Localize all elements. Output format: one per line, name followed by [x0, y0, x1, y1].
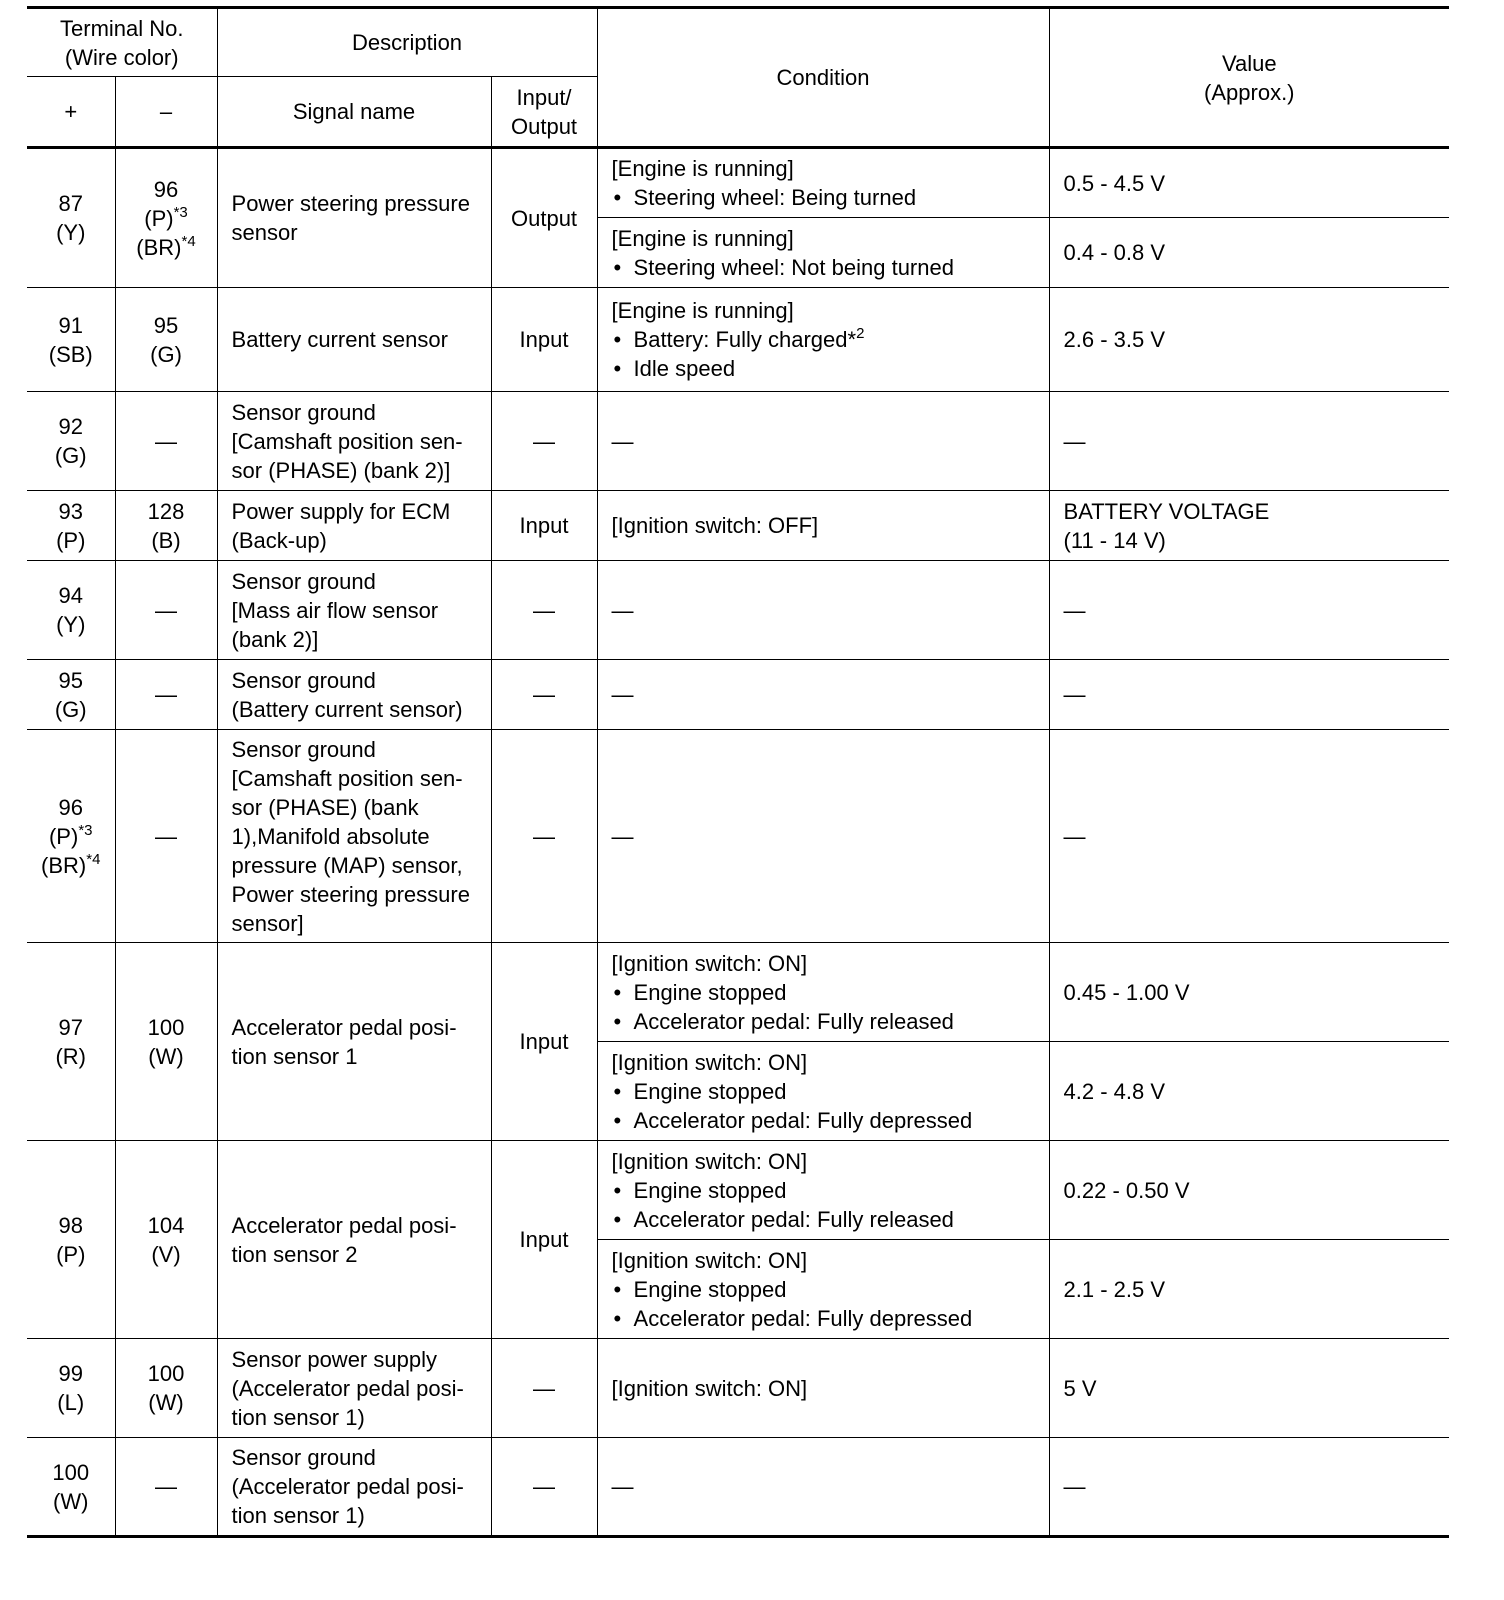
signal-name — [217, 1438, 491, 1537]
condition-bullet — [612, 978, 1043, 1007]
terminal-line — [33, 218, 109, 247]
condition-title: [Ignition switch: ON] — [611, 1049, 808, 1075]
value-line: — — [1063, 682, 1086, 707]
ecm-terminal-table — [27, 6, 1449, 1538]
condition-bullet — [612, 1176, 1043, 1205]
value — [1049, 1042, 1449, 1141]
table-row — [27, 491, 1449, 561]
condition — [597, 148, 1049, 218]
table-row — [27, 148, 1449, 218]
terminal-text: (R) — [55, 1043, 87, 1069]
signal-line: pressure (MAP) sensor, — [231, 852, 463, 878]
terminal-plus — [27, 288, 115, 392]
condition-title: [Engine is running] — [611, 156, 794, 181]
value-line: 0.22 - 0.50 V — [1063, 1177, 1190, 1203]
terminal-line — [33, 311, 109, 340]
value-line: 5 V — [1063, 1375, 1097, 1401]
terminal-text: (SB) — [48, 341, 93, 367]
terminal-text: 100 — [52, 1459, 90, 1485]
terminal-line — [122, 175, 211, 204]
terminal-text: — — [155, 682, 177, 707]
signal-name — [217, 148, 491, 288]
terminal-text: 97 — [58, 1014, 83, 1040]
terminal-line — [122, 1013, 211, 1042]
table-header — [27, 8, 1449, 148]
input-output: Output — [491, 148, 597, 288]
condition-title: [Ignition switch: OFF] — [611, 513, 819, 538]
terminal-text: (Y) — [56, 220, 86, 245]
terminal-line — [122, 1042, 211, 1071]
condition-title: [Engine is running] — [611, 298, 794, 323]
input-output: — — [491, 660, 597, 730]
value-line: 2.1 - 2.5 V — [1063, 1276, 1166, 1302]
terminal-minus — [115, 1339, 217, 1438]
condition-bullet — [612, 183, 1043, 212]
signal-line: tion sensor 1 — [231, 1043, 358, 1069]
signal-line: sensor] — [231, 910, 304, 936]
value — [1049, 148, 1449, 218]
signal-name — [217, 491, 491, 561]
value-line: BATTERY VOLTAGE — [1063, 498, 1270, 524]
value-line: 0.5 - 4.5 V — [1063, 170, 1166, 196]
terminal-text: (Y) — [56, 612, 86, 637]
terminal-minus — [115, 943, 217, 1141]
plus-header: + — [27, 77, 115, 148]
signal-line: Accelerator pedal posi- — [231, 1014, 457, 1040]
terminal-line — [33, 1240, 109, 1269]
terminal-line — [122, 1472, 211, 1501]
signal-line: 1),Manifold absolute — [231, 823, 430, 849]
value — [1049, 1240, 1449, 1339]
terminal-plus — [27, 730, 115, 943]
terminal-text: — — [155, 597, 177, 623]
terminal-line — [122, 311, 211, 340]
terminal-plus — [27, 1438, 115, 1537]
terminal-text: — — [155, 823, 177, 849]
value — [1049, 218, 1449, 288]
terminal-text: 128 — [147, 498, 185, 524]
terminal-plus — [27, 491, 115, 561]
terminal-line — [122, 822, 211, 851]
terminal-text: (G) — [150, 341, 182, 367]
terminal-line — [33, 1211, 109, 1240]
signal-line: (Accelerator pedal posi- — [231, 1474, 464, 1499]
terminal-line — [33, 695, 109, 724]
input-output: — — [491, 1339, 597, 1438]
terminal-line — [122, 1211, 211, 1240]
terminal-line — [122, 497, 211, 526]
signal-line: (Back-up) — [231, 527, 327, 553]
table-row — [27, 1141, 1449, 1240]
bullet-text: Accelerator pedal: Fully depressed — [633, 1107, 973, 1133]
value-line: — — [1063, 1474, 1086, 1499]
terminal-text: 94 — [58, 583, 83, 608]
condition-title: — — [611, 1474, 634, 1499]
signal-line: sor (PHASE) (bank 2)] — [231, 457, 451, 483]
value — [1049, 288, 1449, 392]
terminal-plus — [27, 943, 115, 1141]
table-row — [27, 660, 1449, 730]
condition — [597, 1042, 1049, 1141]
signal-line: tion sensor 2 — [231, 1241, 358, 1267]
terminal-text: (G) — [54, 443, 87, 468]
terminal-line — [33, 581, 109, 610]
signal-line: Battery current sensor — [231, 327, 448, 352]
input-output: Input — [491, 288, 597, 392]
terminal-text: (W) — [53, 1488, 89, 1514]
value — [1049, 1438, 1449, 1537]
condition — [597, 943, 1049, 1042]
terminal-line — [33, 189, 109, 218]
table-row — [27, 1339, 1449, 1438]
value — [1049, 730, 1449, 943]
terminal-plus — [27, 148, 115, 288]
condition — [597, 561, 1049, 660]
terminal-minus — [115, 1438, 217, 1537]
terminal-text: — — [155, 1474, 177, 1499]
terminal-line — [122, 1388, 211, 1417]
terminal-text: 92 — [58, 414, 83, 439]
signal-line: Sensor ground — [231, 1445, 376, 1470]
signal-name — [217, 561, 491, 660]
signal-line: Sensor power supply — [231, 1346, 437, 1372]
terminal-minus — [115, 148, 217, 288]
input-output: Input — [491, 491, 597, 561]
terminal-line — [33, 497, 109, 526]
terminal-line — [122, 680, 211, 709]
condition-title: [Ignition switch: ON] — [611, 1247, 808, 1273]
condition-title: [Engine is running] — [611, 225, 794, 251]
table-body — [27, 148, 1449, 1537]
bullet-text: Engine stopped — [633, 1078, 787, 1104]
input-output-header: Input/ Output — [491, 77, 597, 148]
value — [1049, 943, 1449, 1042]
terminal-text: (W) — [148, 1043, 184, 1069]
signal-line: Power supply for ECM — [231, 498, 451, 524]
terminal-text: 100 — [147, 1014, 185, 1040]
terminal-line — [33, 610, 109, 639]
value — [1049, 392, 1449, 491]
terminal-text: (G) — [54, 696, 87, 722]
terminal-text: 87 — [58, 191, 83, 216]
bullet-text: Accelerator pedal: Fully released — [633, 1206, 954, 1232]
terminal-line — [33, 1388, 109, 1417]
table-row — [27, 730, 1449, 943]
terminal-minus — [115, 1141, 217, 1339]
terminal-line — [33, 822, 109, 851]
signal-line: tion sensor 1) — [231, 1503, 365, 1528]
terminal-text: (P) — [48, 823, 79, 849]
signal-name — [217, 660, 491, 730]
terminal-plus — [27, 1141, 115, 1339]
input-output: — — [491, 392, 597, 491]
terminal-line — [33, 340, 109, 369]
value-header: Value (Approx.) — [1049, 8, 1449, 148]
table-row — [27, 1438, 1449, 1537]
condition — [597, 730, 1049, 943]
terminal-line — [122, 427, 211, 456]
signal-line: Power steering pressure — [231, 881, 470, 907]
terminal-text: 104 — [147, 1212, 185, 1238]
condition — [597, 1339, 1049, 1438]
terminal-line — [33, 793, 109, 822]
terminal-text: (BR) — [41, 852, 87, 878]
terminal-text: 91 — [58, 312, 83, 338]
terminal-line — [33, 526, 109, 555]
table-row — [27, 943, 1449, 1042]
bullet-text: Battery: Fully charged* — [633, 327, 857, 352]
value — [1049, 1141, 1449, 1240]
condition-header: Condition — [597, 8, 1049, 148]
superscript: *3 — [78, 821, 93, 839]
terminal-text: (P) — [56, 1241, 86, 1267]
value-line: — — [1063, 597, 1086, 623]
condition-title: — — [611, 823, 634, 849]
value-line: (11 - 14 V) — [1063, 527, 1166, 553]
condition-bullet — [612, 1106, 1043, 1135]
terminal-text: 100 — [147, 1361, 185, 1386]
terminal-text: 96 — [58, 794, 83, 820]
bullet-text: Accelerator pedal: Fully released — [633, 1008, 954, 1034]
terminal-text: (P) — [144, 205, 174, 231]
terminal-line — [33, 1042, 109, 1071]
signal-line: tion sensor 1) — [231, 1404, 365, 1430]
terminal-line — [122, 233, 211, 262]
terminal-minus — [115, 288, 217, 392]
terminal-text: (W) — [148, 1390, 184, 1415]
terminal-plus — [27, 561, 115, 660]
signal-line: (bank 2)] — [231, 626, 319, 652]
terminal-text: (BR) — [136, 234, 182, 260]
superscript: 2 — [856, 325, 865, 342]
terminal-text: 95 — [58, 667, 83, 693]
condition-title: [Ignition switch: ON] — [611, 1375, 808, 1401]
bullet-text: Engine stopped — [633, 1276, 787, 1302]
condition-title: — — [611, 428, 634, 454]
terminal-text: 93 — [58, 498, 83, 524]
terminal-minus — [115, 392, 217, 491]
condition-title: — — [611, 682, 634, 707]
superscript: *4 — [86, 850, 101, 868]
signal-line: [Camshaft position sen- — [231, 428, 463, 454]
signal-name — [217, 1339, 491, 1438]
bullet-text: Idle speed — [633, 356, 736, 381]
condition — [597, 218, 1049, 288]
signal-line: Sensor ground — [231, 667, 376, 693]
condition-bullet — [612, 1304, 1043, 1333]
terminal-minus — [115, 491, 217, 561]
terminal-line — [122, 1359, 211, 1388]
condition — [597, 660, 1049, 730]
terminal-minus — [115, 660, 217, 730]
condition-title: [Ignition switch: ON] — [611, 1148, 808, 1174]
terminal-text: (L) — [57, 1390, 85, 1415]
value — [1049, 561, 1449, 660]
value — [1049, 660, 1449, 730]
condition-bullet — [612, 325, 1043, 354]
terminal-line — [122, 204, 211, 233]
signal-line: [Camshaft position sen- — [231, 765, 463, 791]
terminal-minus — [115, 561, 217, 660]
table-row — [27, 392, 1449, 491]
value-line: — — [1063, 428, 1086, 454]
signal-line: (Battery current sensor) — [231, 696, 463, 722]
input-output: Input — [491, 943, 597, 1141]
value-line: 0.4 - 0.8 V — [1063, 240, 1166, 265]
bullet-text: Engine stopped — [633, 979, 787, 1005]
terminal-text: (P) — [56, 527, 86, 553]
condition-bullet — [612, 1077, 1043, 1106]
terminal-line — [122, 1240, 211, 1269]
terminal-line — [122, 526, 211, 555]
terminal-text: 95 — [153, 312, 179, 338]
signal-line: Sensor ground — [231, 568, 376, 594]
table-row — [27, 561, 1449, 660]
signal-line: Accelerator pedal posi- — [231, 1212, 457, 1238]
condition-title: — — [611, 597, 634, 623]
condition-bullet — [612, 1007, 1043, 1036]
terminal-line — [33, 1487, 109, 1516]
terminal-line — [33, 851, 109, 880]
input-output: — — [491, 1438, 597, 1537]
superscript: *3 — [173, 203, 188, 221]
minus-header: – — [115, 77, 217, 148]
condition — [597, 491, 1049, 561]
terminal-text: — — [155, 428, 177, 454]
signal-line: (Accelerator pedal posi- — [231, 1375, 464, 1401]
terminal-no-header: Terminal No. (Wire color) — [27, 8, 217, 77]
terminal-text: (V) — [151, 1241, 181, 1267]
condition — [597, 1240, 1049, 1339]
terminal-text: 99 — [58, 1361, 83, 1386]
signal-line: Power steering pressure — [231, 191, 470, 216]
bullet-text: Steering wheel: Not being turned — [633, 254, 954, 280]
terminal-line — [33, 1359, 109, 1388]
terminal-text: 98 — [58, 1212, 83, 1238]
value-line: 4.2 - 4.8 V — [1063, 1078, 1166, 1104]
input-output: Input — [491, 1141, 597, 1339]
terminal-plus — [27, 660, 115, 730]
condition — [597, 1141, 1049, 1240]
terminal-line — [33, 441, 109, 470]
signal-name — [217, 943, 491, 1141]
terminal-line — [33, 412, 109, 441]
terminal-minus — [115, 730, 217, 943]
signal-name — [217, 392, 491, 491]
input-output: — — [491, 561, 597, 660]
terminal-line — [122, 340, 211, 369]
bullet-text: Accelerator pedal: Fully depressed — [633, 1305, 973, 1331]
description-header: Description — [217, 8, 597, 77]
terminal-line — [33, 666, 109, 695]
terminal-line — [33, 1013, 109, 1042]
table-row — [27, 288, 1449, 392]
terminal-text: (B) — [151, 527, 181, 553]
signal-line: sor (PHASE) (bank — [231, 794, 419, 820]
bullet-text: Steering wheel: Being turned — [633, 185, 917, 210]
condition-title: [Ignition switch: ON] — [611, 950, 808, 976]
signal-name — [217, 730, 491, 943]
input-output: — — [491, 730, 597, 943]
condition-bullet — [612, 1205, 1043, 1234]
terminal-plus — [27, 1339, 115, 1438]
condition — [597, 1438, 1049, 1537]
signal-name-header: Signal name — [217, 77, 491, 148]
signal-name — [217, 1141, 491, 1339]
condition-bullet — [612, 253, 1043, 282]
bullet-text: Engine stopped — [633, 1177, 787, 1203]
condition-bullet — [612, 1275, 1043, 1304]
value-line: — — [1063, 823, 1086, 849]
value-line: 2.6 - 3.5 V — [1063, 327, 1166, 352]
signal-line: sensor — [231, 220, 298, 245]
value — [1049, 491, 1449, 561]
signal-line: [Mass air flow sensor — [231, 597, 439, 623]
value-line: 0.45 - 1.00 V — [1063, 979, 1190, 1005]
signal-line: Sensor ground — [231, 736, 376, 762]
condition-bullet — [612, 354, 1043, 383]
value — [1049, 1339, 1449, 1438]
terminal-text: 96 — [153, 176, 179, 202]
signal-line: Sensor ground — [231, 399, 376, 425]
condition — [597, 392, 1049, 491]
terminal-line — [33, 1458, 109, 1487]
terminal-plus — [27, 392, 115, 491]
terminal-line — [122, 596, 211, 625]
signal-name — [217, 288, 491, 392]
condition — [597, 288, 1049, 392]
superscript: *4 — [181, 232, 196, 250]
